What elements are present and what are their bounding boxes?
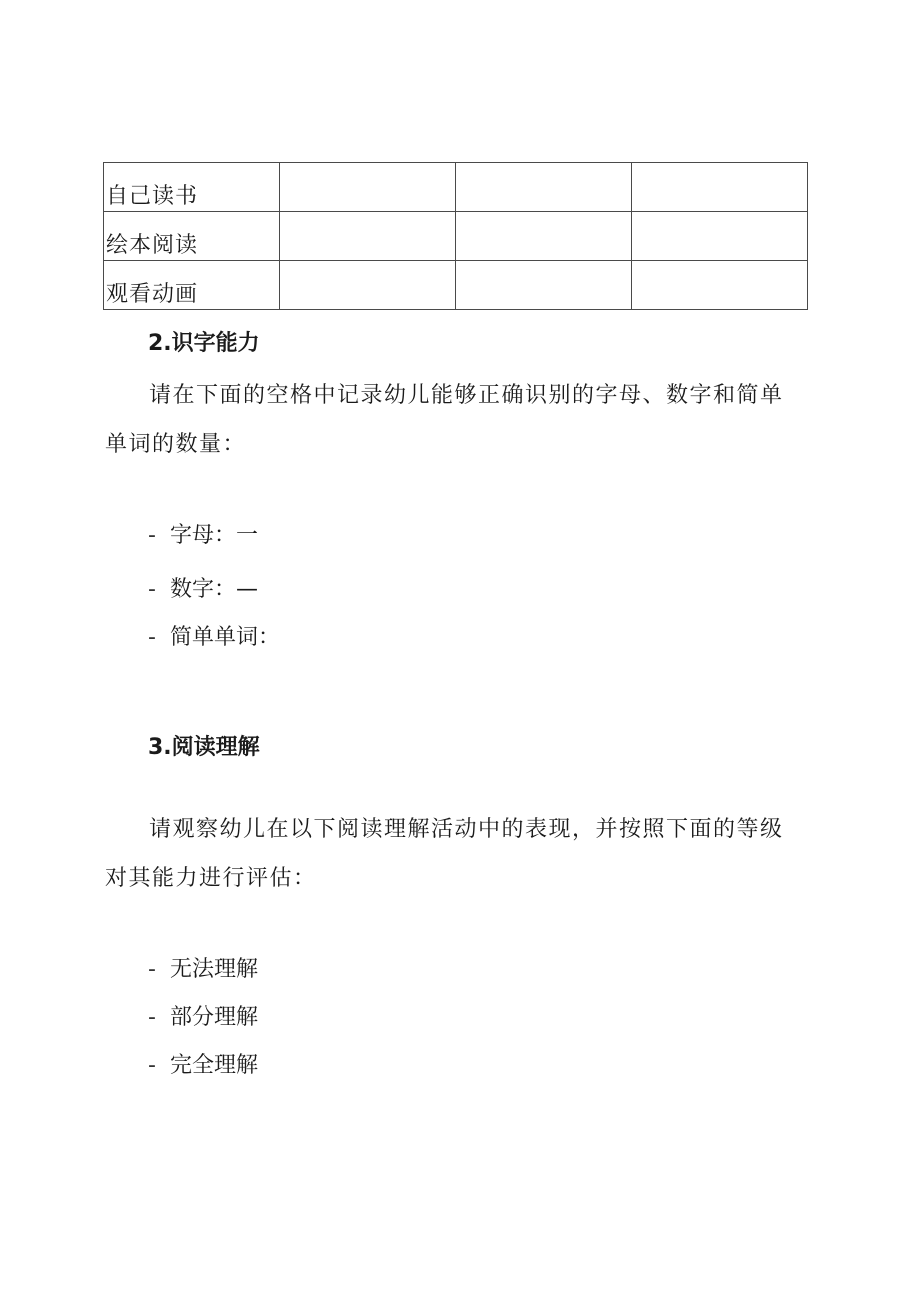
- list-item-text: 部分理解: [170, 1005, 259, 1030]
- table-row: [104, 163, 808, 212]
- list-item: [148, 957, 258, 983]
- section3-heading: 3.阅读理解: [148, 735, 260, 760]
- row-label: 观看动画: [106, 282, 199, 307]
- list-item: [148, 625, 280, 651]
- list-dash: -: [148, 625, 156, 650]
- list-item: [148, 1005, 258, 1031]
- list-dash: -: [148, 577, 156, 602]
- list-item-text: 字母：一: [170, 523, 259, 548]
- row-label-cell: [104, 163, 280, 212]
- blank-cell[interactable]: [632, 163, 808, 212]
- list-item-text: 简单单词：: [170, 625, 281, 650]
- list-dash: -: [148, 1053, 156, 1078]
- table-row: [104, 212, 808, 261]
- row-label: 绘本阅读: [106, 233, 199, 258]
- list-item-text: 数字：—: [170, 577, 259, 602]
- list-dash: -: [148, 523, 156, 548]
- row-label-cell: [104, 212, 280, 261]
- list-item-text: 完全理解: [170, 1053, 259, 1078]
- row-label: 自己读书: [106, 184, 199, 209]
- list-dash: -: [148, 1005, 156, 1030]
- list-item: [148, 1053, 258, 1079]
- blank-cell[interactable]: [632, 261, 808, 310]
- blank-cell[interactable]: [280, 163, 456, 212]
- row-label-cell: [104, 261, 280, 310]
- blank-cell[interactable]: [456, 261, 632, 310]
- table-row: [104, 261, 808, 310]
- blank-cell[interactable]: [456, 212, 632, 261]
- list-dash: -: [148, 957, 156, 982]
- blank-cell[interactable]: [280, 212, 456, 261]
- list-item: [148, 523, 258, 549]
- section2-heading: 2.识字能力: [148, 331, 260, 356]
- activity-table: [103, 162, 808, 310]
- blank-cell[interactable]: [280, 261, 456, 310]
- section3-paragraph: 请观察幼儿在以下阅读理解活动中的表现，并按照下面的等级对其能力进行评估：: [105, 817, 784, 891]
- section2-paragraph: 请在下面的空格中记录幼儿能够正确识别的字母、数字和简单单词的数量：: [105, 383, 784, 457]
- list-item-text: 无法理解: [170, 957, 259, 982]
- blank-cell[interactable]: [632, 212, 808, 261]
- blank-cell[interactable]: [456, 163, 632, 212]
- list-item: [148, 577, 258, 603]
